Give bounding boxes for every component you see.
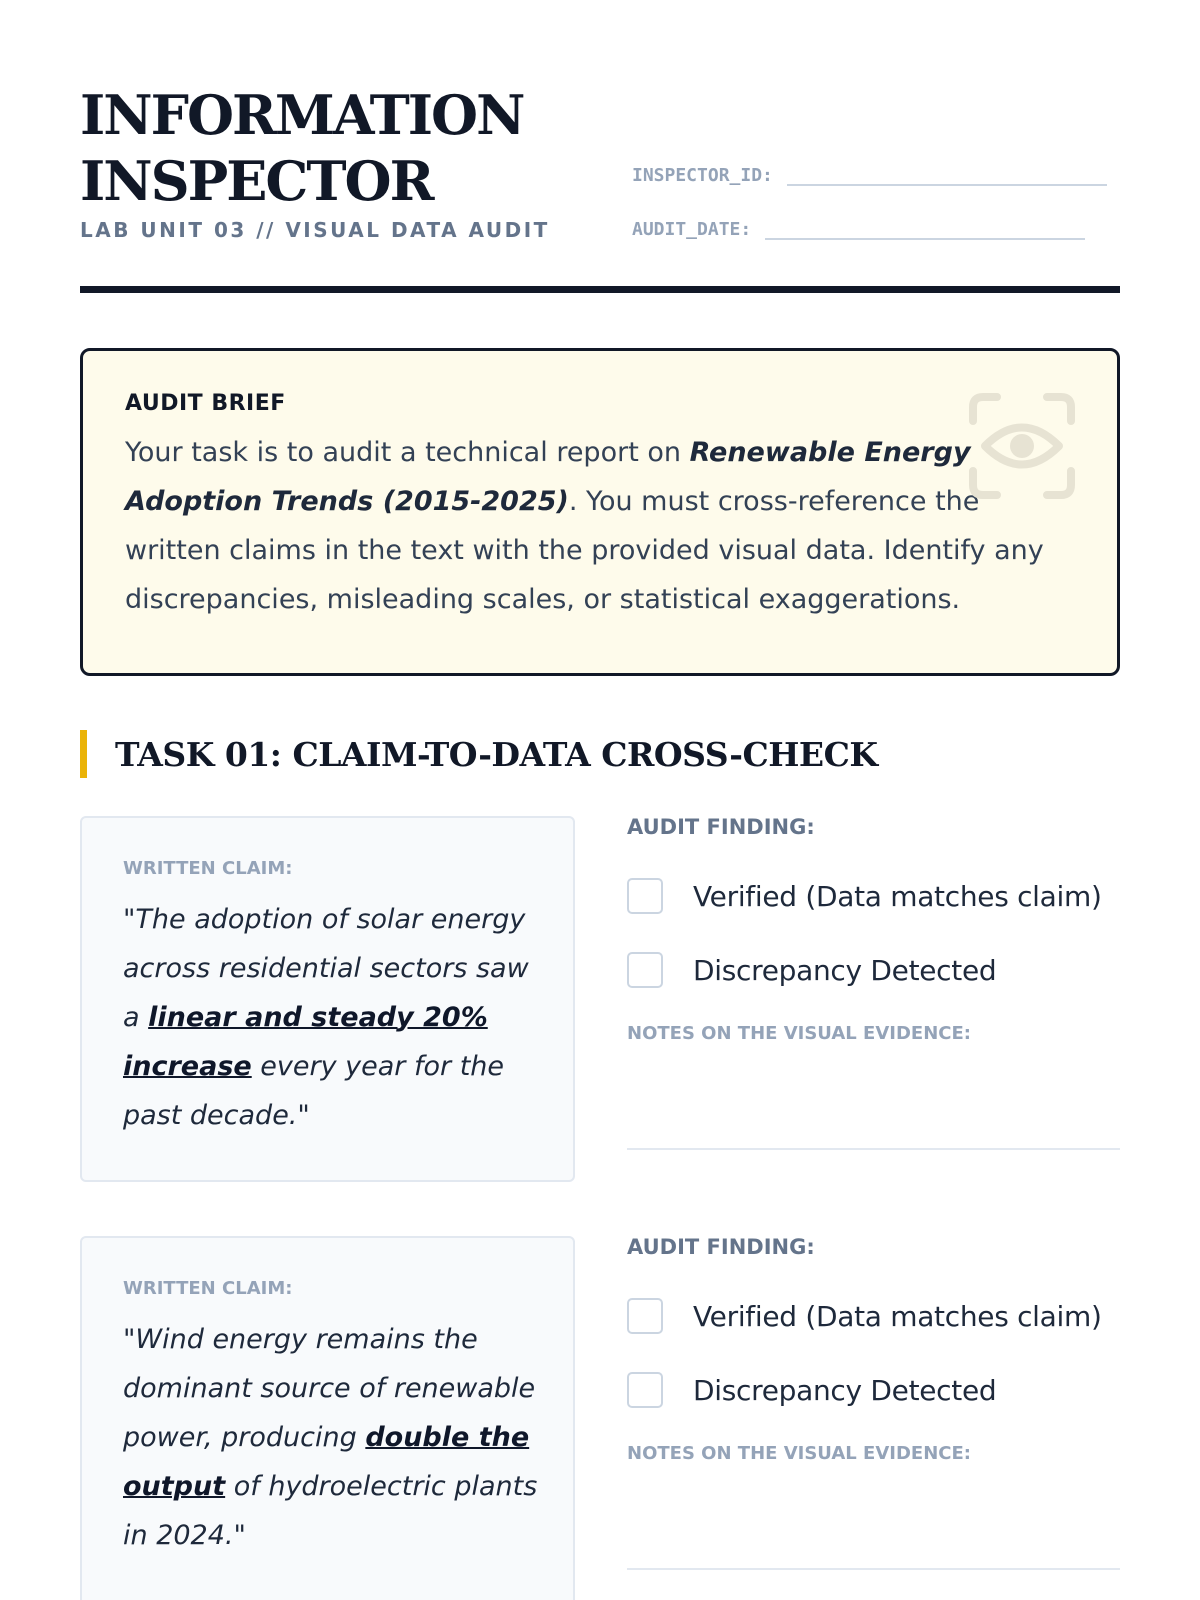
notes-input-line[interactable] — [627, 1148, 1120, 1150]
brief-text-after: . You must cross-reference the written claims in the text with the provided visual data. Identify any discrepancies, misleading scales, or statistical exaggerations. — [125, 486, 1044, 615]
verified-option[interactable] — [627, 873, 1120, 919]
discrepancy-option[interactable] — [627, 1367, 1120, 1413]
audit-finding-label: AUDIT FINDING: — [627, 815, 815, 839]
eye-scan-icon — [965, 389, 1079, 503]
audit-date-field — [632, 212, 1085, 240]
verified-checkbox[interactable] — [627, 878, 663, 914]
claim-card-1 — [80, 816, 575, 1182]
header-divider — [80, 286, 1120, 293]
verified-option-label: Verified (Data matches claim) — [693, 879, 1102, 913]
audit-brief-box — [80, 348, 1120, 676]
claim-label: WRITTEN CLAIM: — [123, 1278, 293, 1299]
page-subtitle: LAB UNIT 03 // VISUAL DATA AUDIT — [80, 218, 550, 242]
audit-finding-label: AUDIT FINDING: — [627, 1235, 815, 1259]
audit-date-input-line[interactable] — [765, 212, 1085, 240]
verified-checkbox[interactable] — [627, 1298, 663, 1334]
claim-text-emphasis: double the output — [123, 1422, 530, 1502]
claim-text — [123, 895, 543, 1140]
page-title-line-2: INSPECTOR — [80, 149, 433, 213]
discrepancy-option-label: Discrepancy Detected — [693, 953, 997, 987]
brief-text-emphasis: Renewable Energy Adoption Trends (2015-2025) — [125, 437, 971, 517]
claim-text-after: of hydroelectric plants in 2024." — [123, 1471, 538, 1551]
notes-label: NOTES ON THE VISUAL EVIDENCE: — [627, 1443, 971, 1464]
inspector-id-input-line[interactable] — [787, 158, 1107, 186]
section-accent-bar — [80, 730, 87, 778]
audit-date-label: AUDIT_DATE: — [632, 219, 752, 240]
claim-label: WRITTEN CLAIM: — [123, 858, 293, 879]
claim-text — [123, 1315, 543, 1560]
inspector-id-label: INSPECTOR_ID: — [632, 165, 773, 186]
notes-label: NOTES ON THE VISUAL EVIDENCE: — [627, 1023, 971, 1044]
audit-brief-text — [125, 428, 1077, 624]
notes-input-line[interactable] — [627, 1568, 1120, 1570]
discrepancy-option-label: Discrepancy Detected — [693, 1373, 997, 1407]
page-title-line-1: INFORMATION — [80, 83, 524, 147]
audit-finding-panel-1 — [627, 815, 1120, 1150]
audit-brief-label: AUDIT BRIEF — [125, 391, 286, 416]
claim-text-emphasis: linear and steady 20% increase — [123, 1002, 488, 1082]
discrepancy-option[interactable] — [627, 947, 1120, 993]
brief-text-before: Your task is to audit a technical report on — [125, 437, 690, 468]
claim-text-before: "The adoption of solar energy across residential sectors saw a — [123, 904, 529, 1033]
task-01-title: TASK 01: CLAIM-TO-DATA CROSS-CHECK — [115, 734, 878, 774]
verified-option-label: Verified (Data matches claim) — [693, 1299, 1102, 1333]
claim-card-2 — [80, 1236, 575, 1600]
task-01-header — [80, 730, 878, 778]
discrepancy-checkbox[interactable] — [627, 1372, 663, 1408]
verified-option[interactable] — [627, 1293, 1120, 1339]
page-title — [80, 82, 523, 214]
audit-finding-panel-2 — [627, 1235, 1120, 1570]
inspector-id-field — [632, 158, 1107, 186]
discrepancy-checkbox[interactable] — [627, 952, 663, 988]
claim-text-before: "Wind energy remains the dominant source of renewable power, producing — [123, 1324, 536, 1453]
claim-text-after: every year for the past decade." — [123, 1051, 504, 1131]
